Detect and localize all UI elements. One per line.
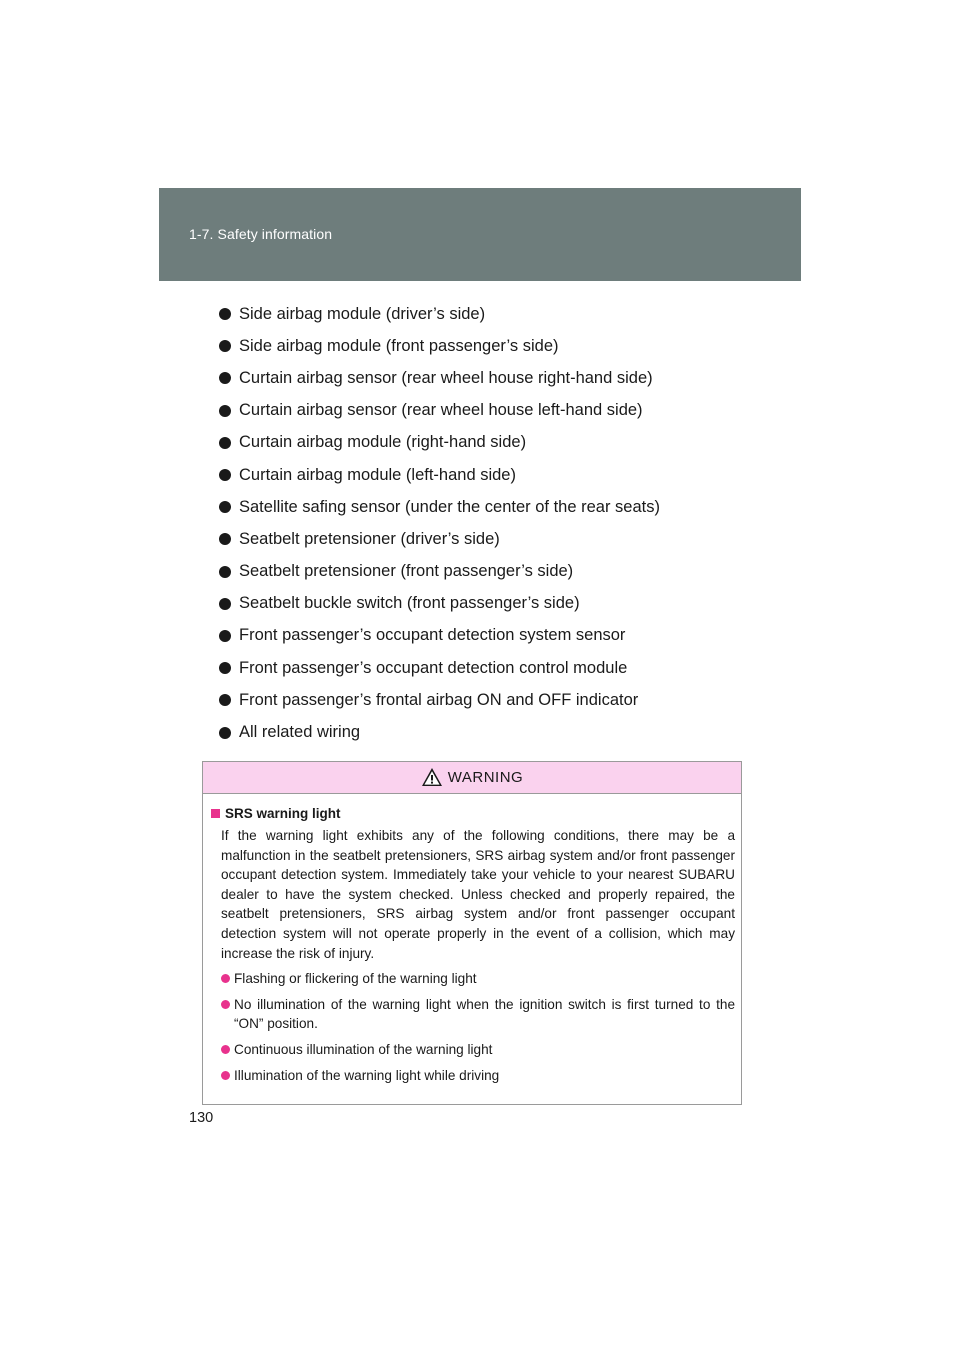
square-bullet-icon: [211, 809, 220, 818]
bullet-icon: [219, 372, 231, 384]
warning-label: WARNING: [447, 769, 524, 786]
section-header-band: [159, 188, 801, 281]
warning-triangle-icon: [421, 767, 443, 787]
section-title: 1-7. Safety information: [189, 226, 333, 242]
list-item: Side airbag module (front passenger’s side): [219, 330, 779, 362]
bullet-icon: [219, 630, 231, 642]
list-item: Seatbelt pretensioner (driver’s side): [219, 523, 779, 555]
list-item: Curtain airbag module (left-hand side): [219, 459, 779, 491]
list-item: No illumination of the warning light when the ignition switch is first turned to the “ON” position.: [221, 995, 735, 1034]
bullet-icon: [219, 469, 231, 481]
page-number: 130: [189, 1110, 214, 1126]
bullet-icon: [219, 694, 231, 706]
warning-box: [202, 761, 742, 1105]
component-list: [219, 298, 779, 749]
list-item: All related wiring: [219, 716, 779, 748]
list-item: Front passenger’s occupant detection control module: [219, 652, 779, 684]
list-item: Illumination of the warning light while driving: [221, 1066, 735, 1086]
list-item: Side airbag module (driver’s side): [219, 298, 779, 330]
bullet-icon: [219, 437, 231, 449]
bullet-icon: [219, 340, 231, 352]
bullet-icon: [219, 501, 231, 513]
warning-body: [203, 794, 741, 1085]
list-item: Seatbelt pretensioner (front passenger’s side): [219, 556, 779, 588]
bullet-icon: [219, 566, 231, 578]
list-item: Satellite safing sensor (under the center of the rear seats): [219, 491, 779, 523]
warning-subheading: SRS warning light: [211, 806, 735, 821]
bullet-icon: [221, 1071, 230, 1080]
bullet-icon: [219, 533, 231, 545]
bullet-icon: [221, 974, 230, 983]
list-item: Curtain airbag module (right-hand side): [219, 427, 779, 459]
list-item: Front passenger’s occupant detection system sensor: [219, 620, 779, 652]
list-item: Flashing or flickering of the warning light: [221, 969, 735, 989]
bullet-icon: [219, 662, 231, 674]
list-item: Curtain airbag sensor (rear wheel house left-hand side): [219, 395, 779, 427]
bullet-icon: [221, 1000, 230, 1009]
list-item: Curtain airbag sensor (rear wheel house right-hand side): [219, 362, 779, 394]
bullet-icon: [219, 405, 231, 417]
bullet-icon: [219, 598, 231, 610]
bullet-icon: [219, 727, 231, 739]
list-item: Continuous illumination of the warning light: [221, 1040, 735, 1060]
bullet-icon: [221, 1045, 230, 1054]
condition-list: [221, 969, 735, 1085]
list-item: Seatbelt buckle switch (front passenger’s side): [219, 588, 779, 620]
warning-paragraph: If the warning light exhibits any of the following conditions, there may be a malfunction in the seatbelt pretensioners, SRS airbag system and/or front passenger occupant detection system. Immediately take your vehicle to your nearest SUBARU dealer to have the system checked. Unless checked and properly repaired, the seatbelt pretensioners, SRS airbag system and/or front passenger occupant detection system will not operate properly in the event of a collision, which may increase the risk of injury.: [221, 828, 735, 961]
list-item: Front passenger’s frontal airbag ON and OFF indicator: [219, 684, 779, 716]
warning-header: [203, 762, 741, 794]
bullet-icon: [219, 308, 231, 320]
